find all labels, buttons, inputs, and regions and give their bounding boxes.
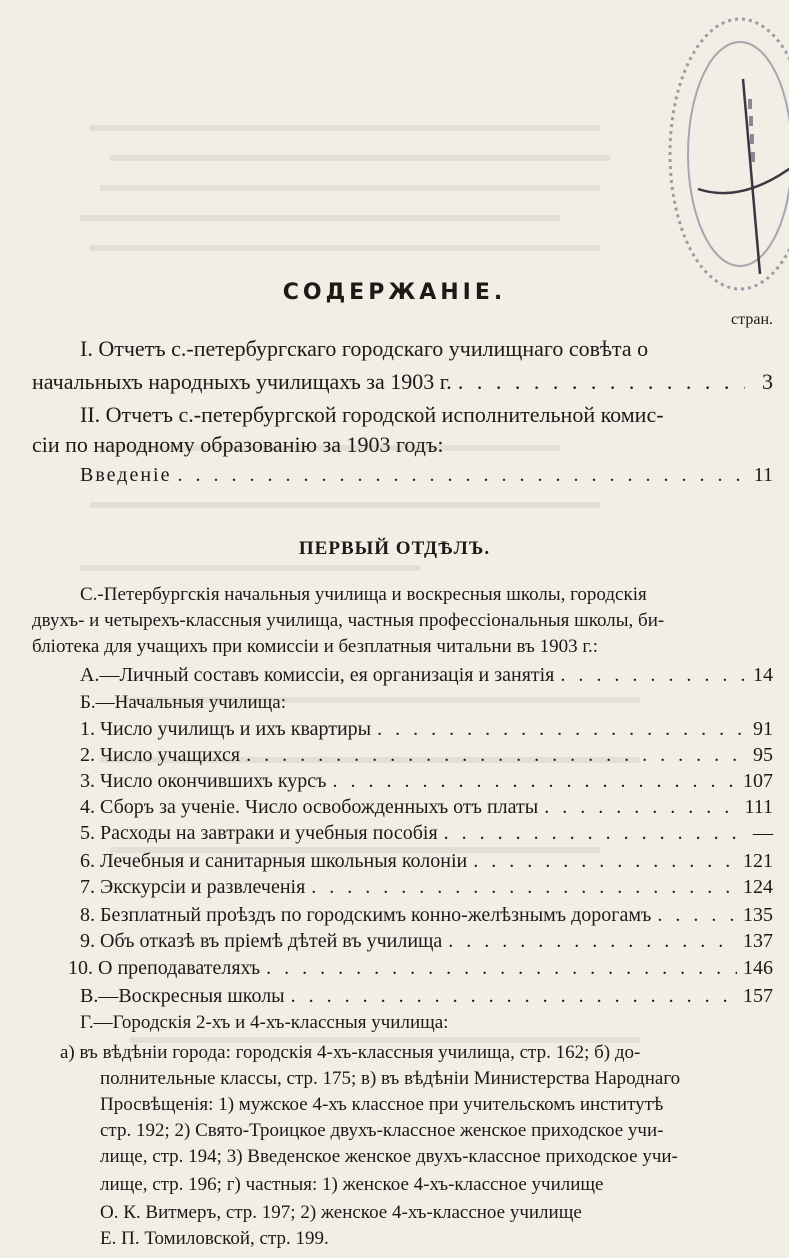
toc-item-label: 1. Число училищъ и ихъ квартиры — [80, 718, 372, 740]
toc-item-row[interactable] — [80, 716, 773, 742]
leader-dots — [473, 848, 737, 874]
toc-item-page: 146 — [743, 957, 773, 979]
leader-dots — [560, 662, 745, 688]
leader-dots — [544, 794, 738, 820]
leader-dots — [448, 928, 737, 954]
toc-item-page: 91 — [753, 718, 773, 740]
g-detail-line: лище, стр. 196; г) частныя: 1) женское 4-хъ-классное училище — [100, 1174, 604, 1195]
toc-item-row[interactable] — [80, 768, 773, 794]
toc-item-row[interactable] — [80, 928, 773, 954]
section-title: ПЕРВЫЙ ОТДѢЛЪ. — [298, 538, 491, 559]
toc-item-page: 107 — [743, 770, 773, 792]
part2-line2: сіи по народному образованію за 1903 годъ: — [32, 432, 444, 457]
toc-item-row[interactable] — [80, 902, 773, 928]
toc-a-label: А.—Личный составъ комиссіи, ея организація и занятія — [80, 664, 555, 686]
leader-dots — [266, 955, 737, 981]
leader-dots — [291, 983, 737, 1009]
toc-item-label: 7. Экскурсіи и развлеченія — [80, 876, 306, 898]
toc-item-page: 124 — [743, 876, 773, 898]
toc-item-page: — — [753, 822, 773, 844]
leader-dots — [657, 902, 737, 928]
page-title: СОДЕРЖАНІЕ. — [282, 280, 507, 305]
part1-toc-row[interactable] — [32, 367, 773, 397]
toc-item-page: 95 — [753, 744, 773, 766]
part1-line1: I. Отчетъ с.-петербургскаго городскаго училищнаго совѣта о — [80, 336, 649, 361]
toc-item-label: 9. Объ отказѣ въ пріемѣ дѣтей въ училища — [80, 930, 443, 952]
g-detail-line: лище, стр. 194; 3) Введенское женское двухъ-классное приходское учи- — [100, 1146, 678, 1167]
g-detail-line: Просвѣщенія: 1) мужское 4-хъ классное при учительскомъ институтѣ — [100, 1094, 664, 1115]
part1-page: 3 — [762, 369, 773, 394]
section-desc-line: С.-Петербургскія начальныя училища и воскресныя школы, городскія — [80, 584, 647, 605]
leader-dots — [377, 716, 745, 742]
toc-item-row[interactable] — [80, 820, 773, 846]
toc-item-row[interactable] — [68, 955, 773, 981]
toc-item-label: 6. Лечебныя и санитарныя школьныя колоніи — [80, 850, 468, 872]
toc-item-page: 137 — [743, 930, 773, 952]
g-detail-line: полнительные классы, стр. 175; в) въ вѣдѣніи Министерства Народнаго — [100, 1068, 681, 1089]
section-desc-line: двухъ- и четырехъ-классныя училища, частныя профессіональныя школы, би- — [32, 610, 665, 631]
toc-item-page: 135 — [743, 904, 773, 926]
leader-dots — [246, 742, 745, 768]
leader-dots — [311, 874, 737, 900]
toc-row-v[interactable] — [80, 983, 773, 1009]
leader-dots — [177, 462, 745, 488]
page-column-label: стран. — [731, 311, 773, 328]
toc-item-label: 4. Сборъ за ученіе. Число освобожденныхъ отъ платы — [80, 796, 539, 818]
intro-toc-row[interactable] — [80, 462, 773, 488]
g-detail-line: стр. 192; 2) Свято-Троицкое двухъ-классное женское приходское учи- — [100, 1120, 664, 1141]
leader-dots — [458, 367, 745, 397]
part1-line2: начальныхъ народныхъ училищахъ за 1903 г. — [32, 369, 452, 394]
g-detail-line: а) въ вѣдѣніи города: городскія 4-хъ-классныя училища, стр. 162; б) до- — [60, 1042, 641, 1063]
toc-a-page: 14 — [753, 664, 773, 686]
toc-b-header: Б.—Начальныя училища: — [80, 692, 286, 713]
g-detail-line: О. К. Витмеръ, стр. 197; 2) женское 4-хъ-классное училище — [100, 1202, 582, 1223]
toc-item-row[interactable] — [80, 874, 773, 900]
toc-item-page: 111 — [744, 796, 773, 818]
toc-item-label: 8. Безплатный проѣздъ по городскимъ конно-желѣзнымъ дорогамъ — [80, 904, 652, 926]
toc-item-label: 5. Расходы на завтраки и учебныя пособія — [80, 822, 438, 844]
part2-line1: II. Отчетъ с.-петербургской городской исполнительной комис- — [80, 402, 664, 427]
toc-item-row[interactable] — [80, 848, 773, 874]
toc-v-page: 157 — [743, 985, 773, 1007]
intro-label: Введеніе — [80, 464, 172, 486]
toc-item-label: 2. Число учащихся — [80, 744, 241, 766]
leader-dots — [444, 820, 745, 846]
toc-v-label: В.—Воскресныя школы — [80, 985, 285, 1007]
toc-item-page: 121 — [743, 850, 773, 872]
toc-g-header: Г.—Городскія 2-хъ и 4-хъ-классныя училища: — [80, 1012, 449, 1033]
toc-item-label: 10. О преподавателяхъ — [68, 957, 261, 979]
intro-page: 11 — [753, 464, 773, 486]
g-detail-line: Е. П. Томиловской, стр. 199. — [100, 1228, 329, 1249]
leader-dots — [333, 768, 737, 794]
toc-item-label: 3. Число окончившихъ курсъ — [80, 770, 327, 792]
library-stamp-icon — [648, 4, 789, 304]
toc-row-a[interactable] — [80, 662, 773, 688]
section-desc-line: бліотека для учащихъ при комиссіи и безплатныя читальни въ 1903 г.: — [32, 636, 599, 657]
toc-item-row[interactable] — [80, 742, 773, 768]
toc-item-row[interactable] — [80, 794, 773, 820]
